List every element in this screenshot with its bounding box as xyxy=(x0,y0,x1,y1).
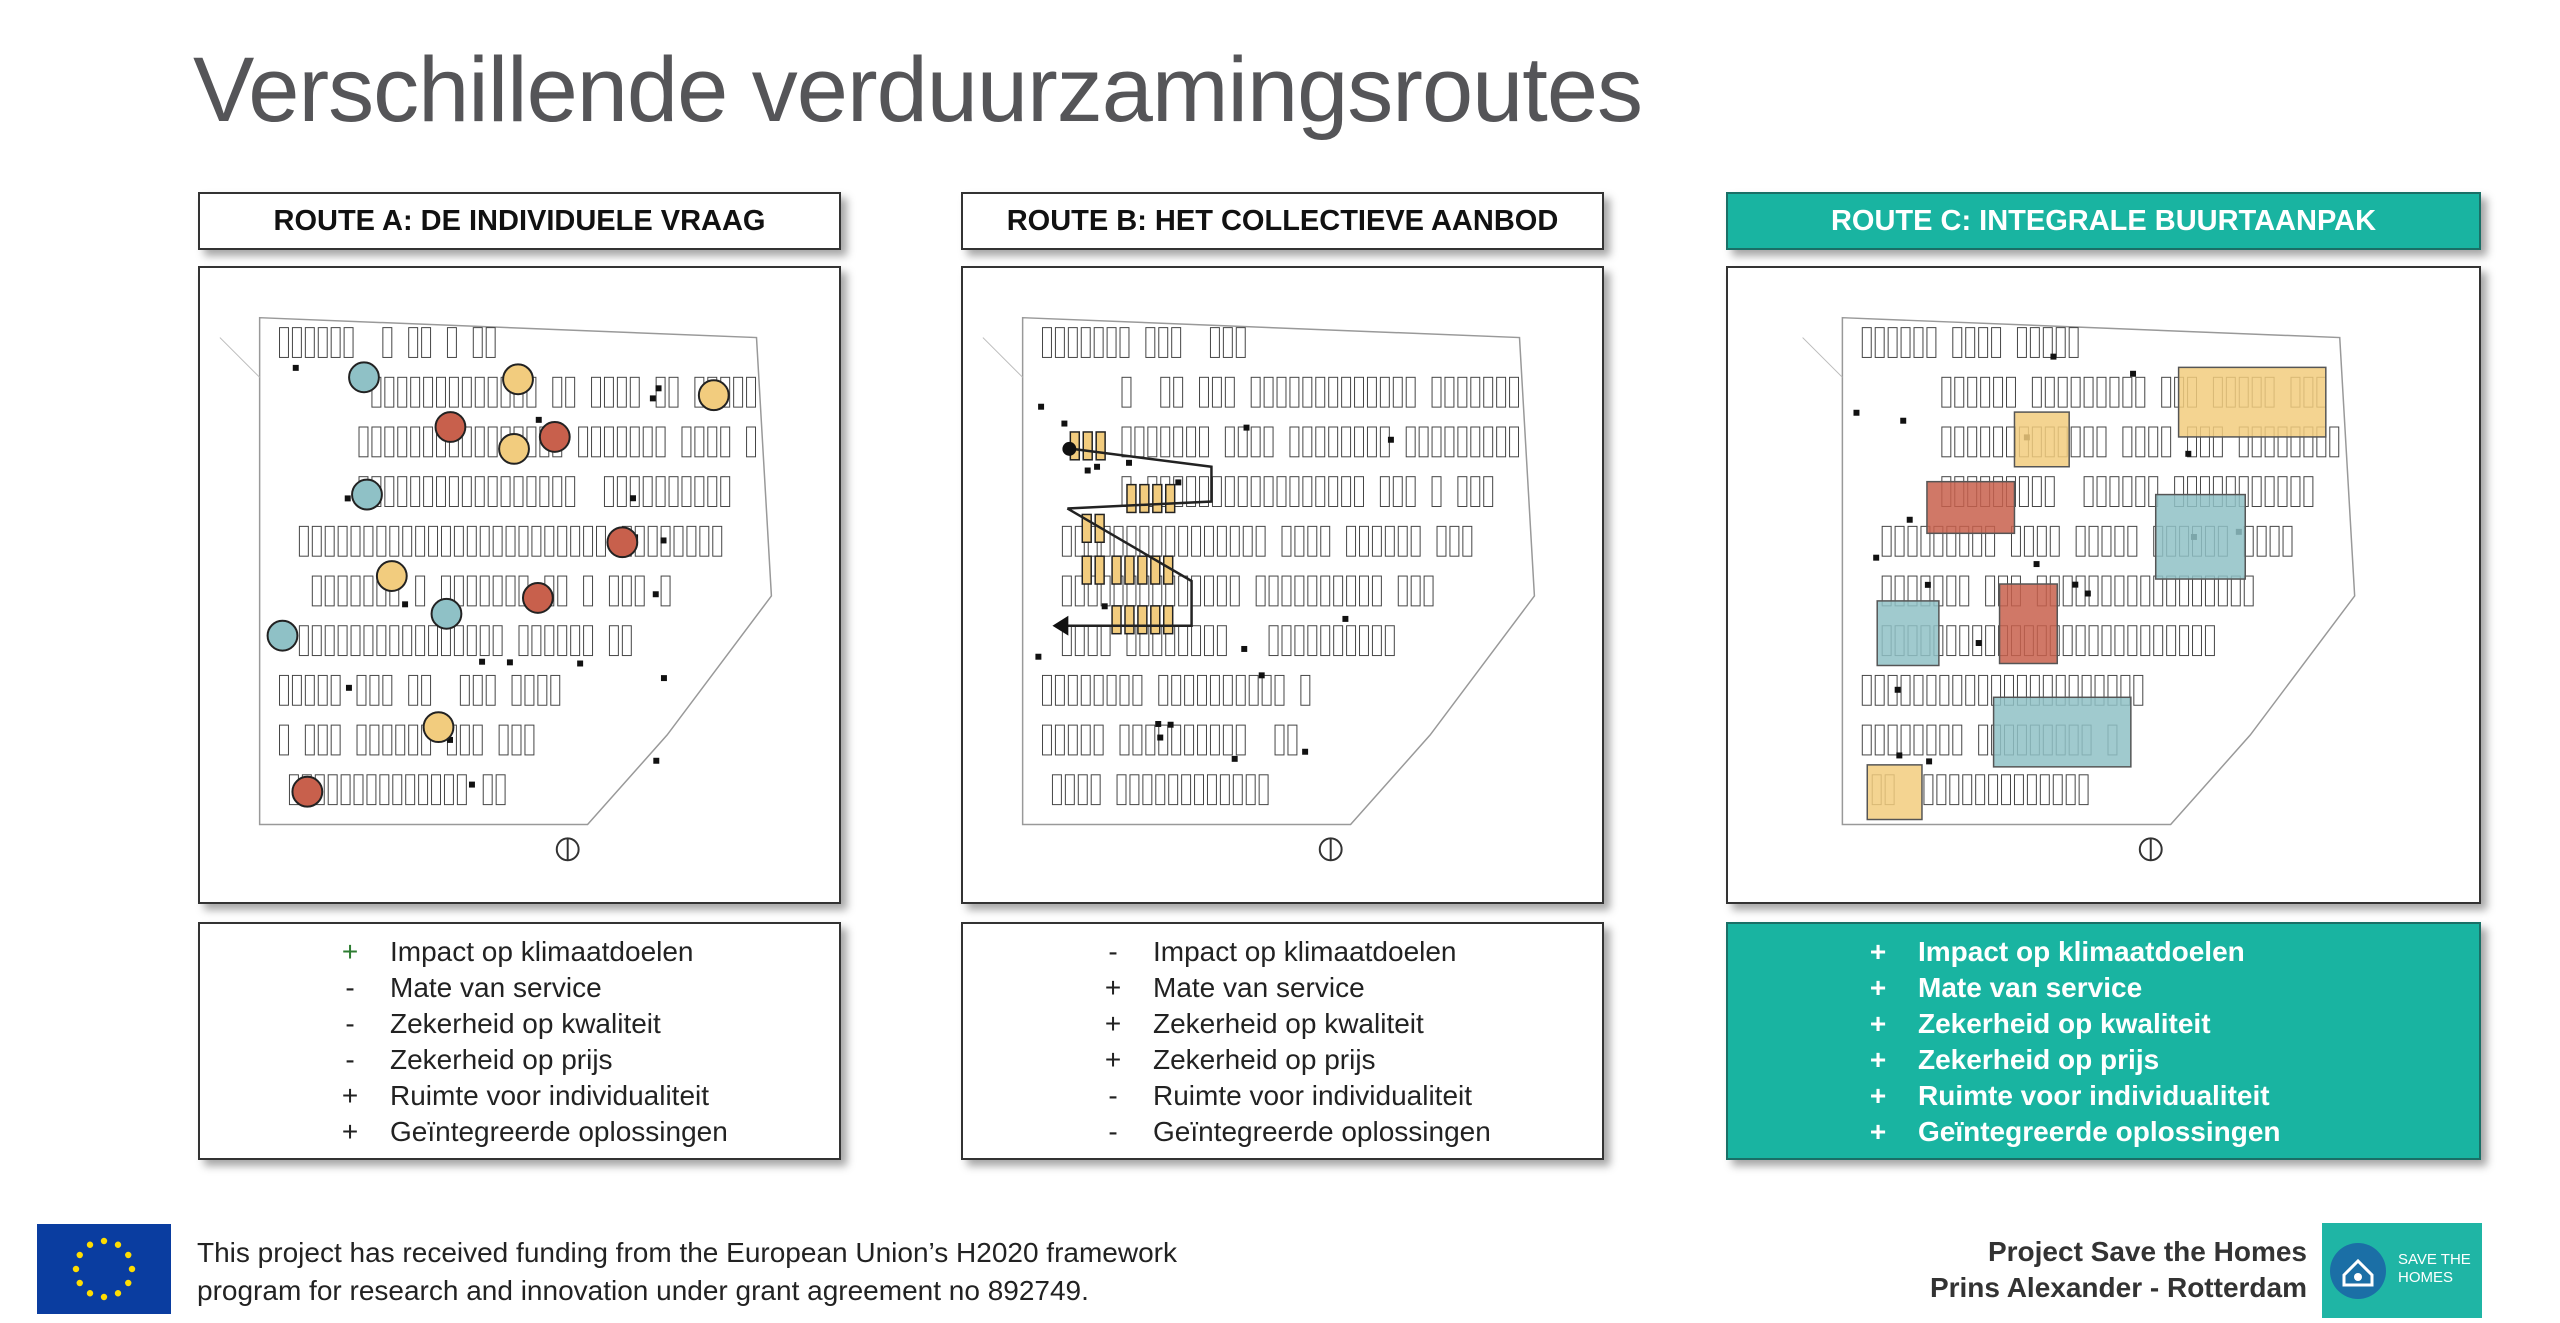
criterion-label: Zekerheid op prijs xyxy=(390,1044,613,1075)
criterion-row xyxy=(963,1114,1602,1150)
criterion-label: Ruimte voor individualiteit xyxy=(1918,1080,2270,1111)
eu-star xyxy=(115,1290,121,1296)
individual-home-marker xyxy=(432,599,462,629)
route-a-map-drawing xyxy=(200,268,839,902)
criterion-row xyxy=(1728,970,2479,1006)
criterion-label: Mate van service xyxy=(1918,972,2143,1003)
eu-star xyxy=(129,1266,135,1272)
criterion-sign: + xyxy=(1104,972,1122,1003)
eu-stars-icon xyxy=(37,1224,171,1314)
route-c-map xyxy=(1726,266,2481,904)
eu-star xyxy=(125,1252,131,1258)
route-start-dot xyxy=(1062,442,1076,456)
route-b-map-drawing xyxy=(963,268,1602,902)
criterion-row xyxy=(200,934,839,970)
criterion-sign: + xyxy=(1869,1008,1887,1039)
individual-home-marker xyxy=(540,422,570,452)
criterion-sign: + xyxy=(1869,1080,1887,1111)
individual-home-marker xyxy=(607,527,637,557)
criterion-row xyxy=(963,1006,1602,1042)
criterion-row xyxy=(200,1114,839,1150)
neighbourhood-plan xyxy=(983,318,1535,861)
individual-home-marker xyxy=(377,561,407,591)
area-block-red xyxy=(1927,482,2015,534)
area-block-yellow xyxy=(2179,367,2326,437)
criterion-label: Impact op klimaatdoelen xyxy=(390,936,694,967)
route-b-map xyxy=(961,266,1604,904)
criterion-row xyxy=(1728,1114,2479,1150)
funding-notice xyxy=(197,1234,1177,1310)
individual-home-marker xyxy=(699,380,729,410)
eu-star xyxy=(77,1280,83,1286)
criterion-sign: + xyxy=(1869,1044,1887,1075)
criterion-row xyxy=(1728,1006,2479,1042)
criterion-row xyxy=(1728,934,2479,970)
project-name: Project Save the Homes xyxy=(1987,1236,2307,1267)
project-info xyxy=(1930,1234,2307,1306)
criterion-sign: - xyxy=(345,1044,355,1075)
criterion-row xyxy=(1728,1042,2479,1078)
eu-flag-logo xyxy=(37,1224,171,1314)
criterion-row xyxy=(963,934,1602,970)
route-a-header: ROUTE A: DE INDIVIDUELE VRAAG xyxy=(198,192,841,250)
criterion-label: Zekerheid op kwaliteit xyxy=(390,1008,661,1039)
eu-star xyxy=(101,1238,107,1244)
criterion-label: Zekerheid op prijs xyxy=(1918,1044,2160,1075)
criterion-sign: + xyxy=(1104,1044,1122,1075)
area-block-blue xyxy=(2156,495,2246,579)
individual-home-marker xyxy=(292,777,322,807)
criterion-label: Ruimte voor individualiteit xyxy=(390,1080,710,1111)
criterion-row xyxy=(963,1042,1602,1078)
route-b-criteria xyxy=(961,922,1604,1160)
individual-home-marker xyxy=(268,621,298,651)
funding-line-2: program for research and innovation under grant agreement no 892749. xyxy=(197,1275,1089,1306)
criterion-label: Zekerheid op kwaliteit xyxy=(1918,1008,2211,1039)
individual-home-marker xyxy=(436,412,466,442)
criterion-label: Mate van service xyxy=(1153,972,1365,1003)
area-block-yellow xyxy=(1867,765,1922,820)
criterion-row xyxy=(963,1078,1602,1114)
criterion-label: Impact op klimaatdoelen xyxy=(1153,936,1457,967)
criterion-sign: - xyxy=(1108,1116,1118,1147)
route-c-criteria xyxy=(1726,922,2481,1160)
logo-text-line-2: HOMES xyxy=(2398,1269,2454,1286)
logo-text-line-1: SAVE THE xyxy=(2398,1251,2471,1268)
route-c-header: ROUTE C: INTEGRALE BUURTAANPAK xyxy=(1726,192,2481,250)
route-a-map xyxy=(198,266,841,904)
criterion-label: Geïntegreerde oplossingen xyxy=(1153,1116,1491,1147)
logo-text xyxy=(2398,1251,2471,1287)
criterion-sign: + xyxy=(1869,1116,1887,1147)
funding-line-1: This project has received funding from the European Union’s H2020 framework xyxy=(197,1237,1177,1268)
criterion-sign: + xyxy=(341,1080,359,1111)
criterion-sign: - xyxy=(1108,936,1118,967)
eu-star xyxy=(73,1266,79,1272)
criterion-row xyxy=(1728,1078,2479,1114)
criterion-sign: + xyxy=(1869,936,1887,967)
criterion-label: Ruimte voor individualiteit xyxy=(1153,1080,1473,1111)
eu-star xyxy=(125,1280,131,1286)
criterion-sign: + xyxy=(1869,972,1887,1003)
criterion-label: Geïntegreerde oplossingen xyxy=(1918,1116,2281,1147)
route-arrowhead xyxy=(1052,616,1068,636)
individual-home-marker xyxy=(349,362,379,392)
criterion-sign: - xyxy=(1108,1080,1118,1111)
area-block-blue xyxy=(1877,601,1939,666)
criterion-sign: + xyxy=(341,1116,359,1147)
route-c-map-drawing xyxy=(1728,268,2479,902)
individual-home-marker xyxy=(424,712,454,742)
criterion-label: Impact op klimaatdoelen xyxy=(1918,936,2245,967)
criterion-sign: - xyxy=(345,1008,355,1039)
criterion-row xyxy=(200,1078,839,1114)
criterion-label: Zekerheid op kwaliteit xyxy=(1153,1008,1424,1039)
area-block-blue xyxy=(1994,697,2131,767)
individual-home-marker xyxy=(523,583,553,613)
criterion-row xyxy=(200,1042,839,1078)
eu-star xyxy=(87,1290,93,1296)
save-the-homes-logo xyxy=(2322,1223,2482,1318)
individual-home-marker xyxy=(352,480,382,510)
page-title: Verschillende verduurzamingsroutes xyxy=(193,39,1643,141)
route-a-criteria xyxy=(198,922,841,1160)
criterion-row xyxy=(200,1006,839,1042)
house-logo-icon xyxy=(2322,1223,2392,1318)
eu-star xyxy=(115,1242,121,1248)
area-block-red xyxy=(2000,584,2058,663)
eu-star xyxy=(77,1252,83,1258)
criterion-row xyxy=(963,970,1602,1006)
project-location: Prins Alexander - Rotterdam xyxy=(1929,1272,2307,1303)
criterion-sign: - xyxy=(345,972,355,1003)
criterion-sign: + xyxy=(1104,1008,1122,1039)
criterion-label: Geïntegreerde oplossingen xyxy=(390,1116,728,1147)
eu-star xyxy=(87,1242,93,1248)
criterion-row xyxy=(200,970,839,1006)
individual-home-marker xyxy=(503,364,533,394)
area-block-yellow xyxy=(2014,412,2069,467)
criterion-label: Mate van service xyxy=(390,972,602,1003)
criterion-sign: + xyxy=(341,936,359,967)
individual-home-marker xyxy=(499,434,529,464)
eu-star xyxy=(101,1294,107,1300)
route-b-header: ROUTE B: HET COLLECTIEVE AANBOD xyxy=(961,192,1604,250)
criterion-label: Zekerheid op prijs xyxy=(1153,1044,1376,1075)
